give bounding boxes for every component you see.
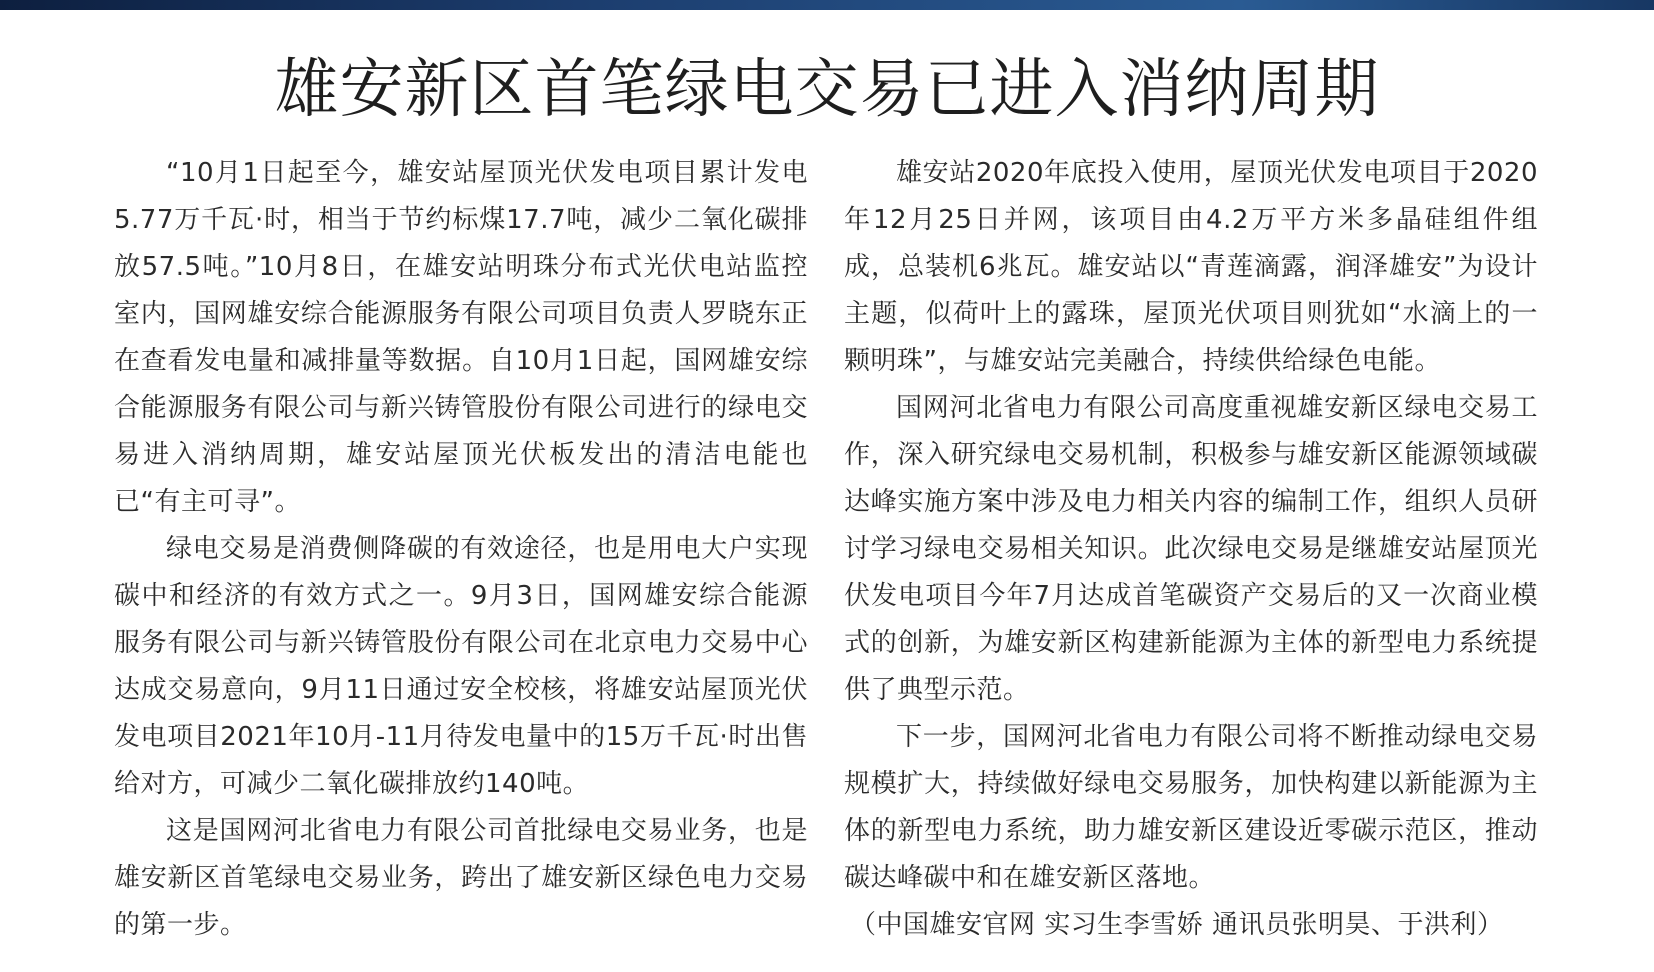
paragraph-4: 雄安站2020年底投入使用，屋顶光伏发电项目于2020年12月25日并网，该项目由4.2万平方米多晶硅组件组成，总装机6兆瓦。雄安站以“青莲滴露，润泽雄安”为设计主题，似荷叶上的露珠，屋顶光伏项目则犹如“水滴上的一颗明珠”，与雄安站完美融合，持续供给绿色电能。 xyxy=(844,158,1538,376)
paragraph-2: 绿电交易是消费侧降碳的有效途径，也是用电大户实现碳中和经济的有效方式之一。9月3日，国网雄安综合能源服务有限公司与新兴铸管股份有限公司在北京电力交易中心达成交易意向，9月11日通过安全校核，将雄安站屋顶光伏发电项目2021年10月-11月待发电量中的15万千瓦·时出售给对方，可减少二氧化碳排放约140吨。 xyxy=(114,534,808,799)
paragraph-5: 国网河北省电力有限公司高度重视雄安新区绿电交易工作，深入研究绿电交易机制，积极参与雄安新区能源领域碳达峰实施方案中涉及电力相关内容的编制工作，组织人员研讨学习绿电交易相关知识。此次绿电交易是继雄安站屋顶光伏发电项目今年7月达成首笔碳资产交易后的又一次商业模式的创新，为雄安新区构建新能源为主体的新型电力系统提供了典型示范。 xyxy=(844,393,1538,705)
article-column-left xyxy=(114,150,808,949)
article-byline: （中国雄安官网 实习生李雪娇 通讯员张明昊、于洪利） xyxy=(850,910,1504,940)
paragraph-6: 下一步，国网河北省电力有限公司将不断推动绿电交易规模扩大，持续做好绿电交易服务，加快构建以新能源为主体的新型电力系统，助力雄安新区建设近零碳示范区，推动碳达峰碳中和在雄安新区落地。 xyxy=(844,722,1538,893)
top-decorative-bar xyxy=(0,0,1654,10)
paragraph-1: “10月1日起至今，雄安站屋顶光伏发电项目累计发电5.77万千瓦·时，相当于节约标煤17.7吨，减少二氧化碳排放57.5吨。”10月8日，在雄安站明珠分布式光伏电站监控室内，国网雄安综合能源服务有限公司项目负责人罗晓东正在查看发电量和减排量等数据。自10月1日起，国网雄安综合能源服务有限公司与新兴铸管股份有限公司进行的绿电交易进入消纳周期，雄安站屋顶光伏板发出的清洁电能也已“有主可寻”。 xyxy=(114,158,808,517)
article-title: 雄安新区首笔绿电交易已进入消纳周期 xyxy=(274,53,1380,127)
article-column-right xyxy=(844,150,1538,949)
paragraph-3: 这是国网河北省电力有限公司首批绿电交易业务，也是雄安新区首笔绿电交易业务，跨出了雄安新区绿色电力交易的第一步。 xyxy=(114,816,808,940)
